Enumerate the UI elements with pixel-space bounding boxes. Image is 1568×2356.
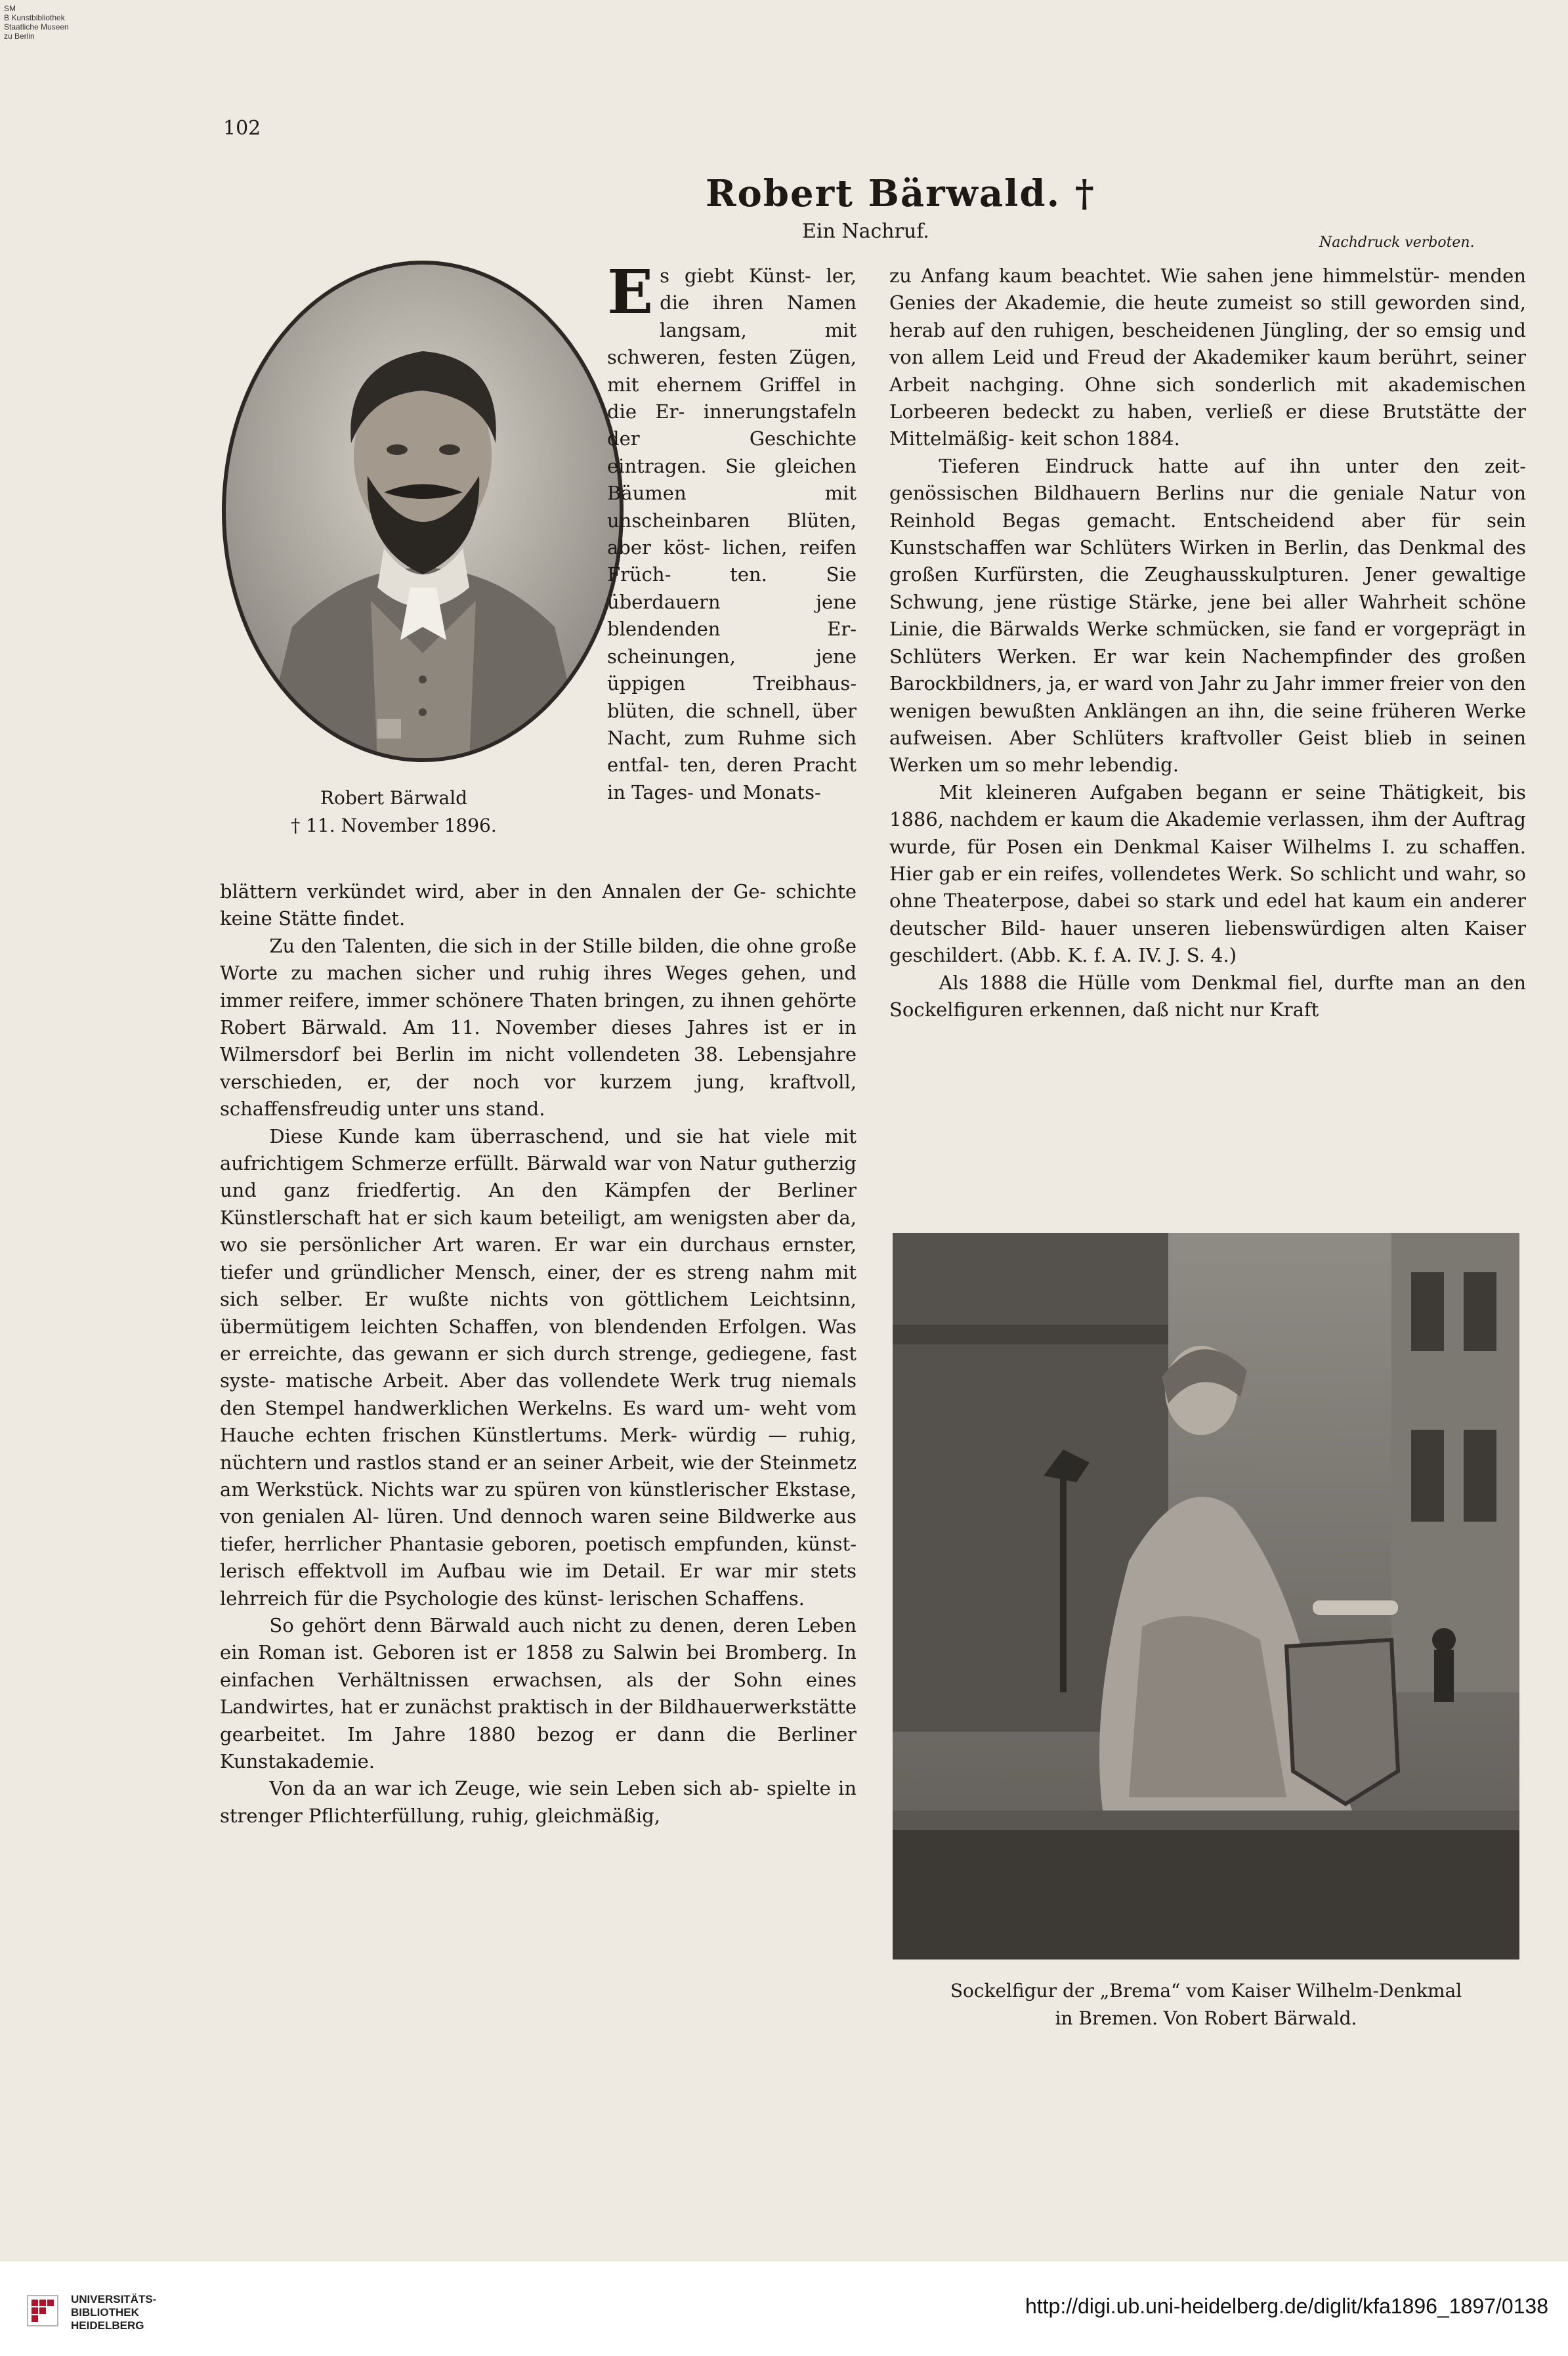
paragraph: Diese Kunde kam überraschend, und sie hat viele mit aufrichtigem Schmerze erfüllt. Bärwald war von Natur gutherzig und ganz friedfertig. An den Kämpfen der Berliner Künstlerschaft hat er sich kaum beteiligt, am wenigsten aber da, wo sie persönlicher Art waren. Er war ein durchaus ernster, tiefer und gründlicher Mensch, einer, der es streng nahm mit sich selber. Er wußte nichts von göttlichem Leichtsinn, übermütigem leichten Schaffen, von blendenden Erfolgen. Was er erreichte, das gewann er sich durch strenge, gediegene, fast syste- matische Arbeit. Aber das vollendete Werk trug niemals den Stempel handwerklichen Werkelns. Es ward um- weht vom Hauche echten frischen Künstlertums. Merk- würdig — ruhig, nüchtern und rastlos stand er an seiner Arbeit, wie der Steinmetz am Werkstück. Nichts war zu spüren von künstlerischer Ekstase, von genialen Al- lüren. Und dennoch waren seine Bildwerke aus tiefer, herrlicher Phantasie geboren, poetisch empfunden, künst- lerisch effektvoll im Aufbau wie im Detail. Er war mir stets lehrreich für die Psychologie des künst- lerischen Schaffens. — [220, 1124, 857, 1610]
paragraph: Zu den Talenten, die sich in der Stille bilden, die ohne große Worte zu machen sicher und ruhig ihres Weges gehen, und immer reifere, immer schönere Thaten bringen, zu ihnen gehörte Robert Bärwald. Am 11. November dieses Jahres ist er in Wilmersdorf bei Berlin im nicht vollendeten 38. Lebensjahre verschieden, er, der noch vor kurzem jung, kraftvoll, schaffensfreudig unter uns stand. — [220, 934, 857, 1121]
right-column — [889, 263, 1526, 1023]
statue-caption-line: in Bremen. Von Robert Bärwald. — [1055, 2007, 1357, 2029]
stamp-line: SM — [4, 4, 16, 13]
footer-bar — [0, 2261, 1568, 2356]
paragraph: Von da an war ich Zeuge, wie sein Leben sich ab- spielte in strenger Pflichterfüllung, ruhig, gleichmäßig, — [220, 1777, 857, 1827]
library-name-line: HEIDELBERG — [71, 2319, 144, 2332]
statue-caption — [889, 1977, 1523, 2032]
opening-paragraph — [607, 257, 857, 806]
wrap-text-column — [607, 257, 857, 806]
opening-text: s giebt Künst- ler, die ihren Namen langsam, mit schweren, festen Zügen, mit ehernem Griffel in die Er- innerungstafeln der Geschichte eintragen. Sie gleichen Bäumen mit unscheinbaren Blüten, aber köst- lichen, reifen Früch- ten. Sie überdauern jene blendenden Er- scheinungen, jene üppigen Treibhaus- blüten, die schnell, über Nacht, zum Ruhme sich entfal- ten, deren Pracht in Tages- und Monats- — [607, 265, 857, 803]
portrait-caption — [197, 784, 591, 840]
paragraph: Tieferen Eindruck hatte auf ihn unter den zeit- genössischen Bildhauern Berlins nur die geniale Natur von Reinhold Begas gemacht. Entscheidend aber für sein Kunstschaffen war Schlüters Wirken in Berlin, das Denkmal des großen Kurfürsten, die Zeughausskulpturen. Jener gewaltige Schwung, jene rüstige Stärke, jene bei aller Wahrheit schöne Linie, die Bärwalds Werke schmücken, sie fand er vorgeprägt in Schlüters Werken. Er war kein Nachempfinder des großen Barockbildners, ja, er ward von Jahr zu Jahr immer freier von den wenigen bewußten Anklängen an ihn, die seine früheren Werke aufweisen. Aber Schlüters kraftvoller Geist blieb in seinen Werken um so mehr lebendig. — [889, 454, 1526, 777]
library-name-line: UNIVERSITÄTS- — [71, 2293, 157, 2305]
paragraph: Als 1888 die Hülle vom Denkmal fiel, durfte man an den Sockelfiguren erkennen, daß nicht nur Kraft — [889, 971, 1526, 1021]
paragraph: So gehört denn Bärwald auch nicht zu denen, deren Leben ein Roman ist. Geboren ist er 1858 zu Salwin bei Bromberg. In einfachen Verhältnissen erwachsen, als der Sohn eines Landwirtes, hat er zunächst praktisch in der Bildhauerwerkstätte gearbeitet. Im Jahre 1880 bezog er dann die Berliner Kunstakademie. — [220, 1614, 857, 1772]
paragraph: Mit kleineren Aufgaben begann er seine Thätigkeit, bis 1886, nachdem er kaum die Akademie verlassen, ihm der Auftrag wurde, für Posen ein Denkmal Kaiser Wilhelms I. zu schaffen. Hier gab er ein reifes, vollendetes Werk. So schlicht und wahr, so ohne Theaterpose, dabei so stark und edel hat kaum ein anderer deutscher Bild- hauer unseren liebenswürdigen alten Kaiser geschildert. (Abb. K. f. A. IV. J. S. 4.) — [889, 781, 1526, 967]
article-subtitle: Ein Nachruf. — [802, 220, 929, 243]
statue-photo — [893, 1233, 1519, 1960]
stamp-line: B Kunstbibliothek — [4, 13, 65, 22]
drop-cap: E — [607, 257, 654, 328]
portrait-caption-date: † 11. November 1896. — [291, 815, 497, 836]
archive-stamp — [4, 4, 69, 41]
page-number: 102 — [223, 117, 261, 140]
reprint-notice: Nachdruck verboten. — [1319, 234, 1475, 251]
library-name-line: BIBLIOTHEK — [71, 2306, 139, 2319]
library-name — [71, 2293, 156, 2332]
statue-image — [893, 1233, 1519, 1960]
statue-caption-line: Sockelfigur der „Brema“ vom Kaiser Wilhelm-Denkmal — [950, 1980, 1462, 2002]
stamp-line: Staatliche Museen — [4, 22, 69, 32]
article-title: Robert Bärwald. † — [706, 172, 1095, 215]
stamp-line: zu Berlin — [4, 32, 35, 41]
paragraph: blättern verkündet wird, aber in den Annalen der Ge- schichte keine Stätte findet. — [220, 880, 857, 930]
portrait-caption-name: Robert Bärwald — [320, 787, 468, 809]
portrait-photo — [220, 259, 625, 763]
portrait-image — [220, 259, 625, 763]
left-column — [220, 878, 857, 1830]
library-logo-icon — [26, 2294, 59, 2327]
paragraph: zu Anfang kaum beachtet. Wie sahen jene himmelstür- menden Genies der Akademie, die heute zumeist so still geworden sind, herab auf den ruhigen, bescheidenen Jüngling, der so emsig und von allem Leid und Freud der Akademiker kaum berührt, seiner Arbeit nachging. Ohne sich sonderlich mit akademischen Lorbeeren bedeckt zu haben, verließ er diese Brutstätte der Mittelmäßig- keit schon 1884. — [889, 265, 1526, 450]
source-url[interactable]: http://digi.ub.uni-heidelberg.de/diglit/kfa1896_1897/0138 — [1025, 2294, 1548, 2318]
